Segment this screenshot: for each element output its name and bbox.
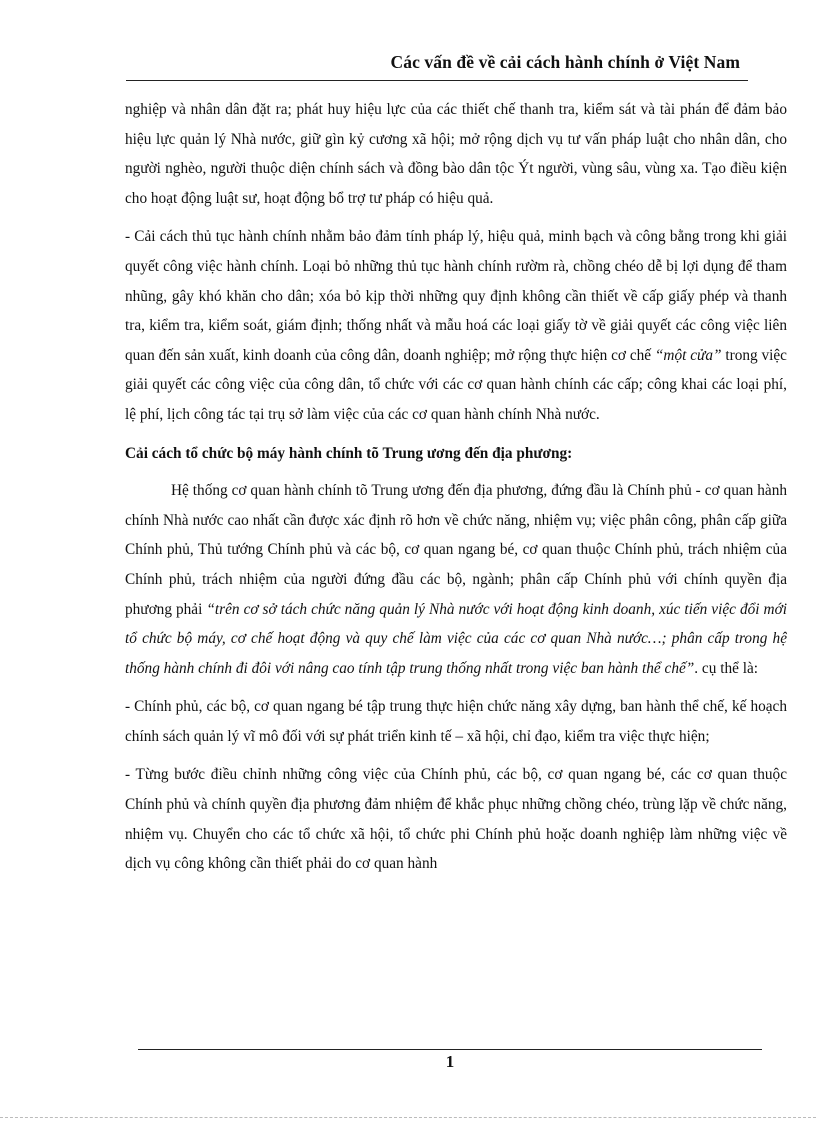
paragraph-text: - Cải cách thủ tục hành chính nhằm bảo đảm tính pháp lý, hiệu quả, minh bạch và công bằng trong khi giải quyết công việc hành chính. Loại bỏ những thủ tục hành chính rườm rà, chồng chéo dễ bị lợi dụng để tham nhũng, gây khó khăn cho dân; xóa bỏ kịp thời những quy định không cần thiết về cấp giấy phép và thanh tra, kiểm tra, kiểm soát, giám định; thống nhất và mẫu hoá các loại giấy tờ về giải quyết các công việc liên quan đến sản xuất, kinh doanh của công dân, doanh nghiệp; mở rộng thực hiện cơ chế — [125, 228, 787, 364]
footer-divider — [138, 1049, 762, 1050]
section-heading: Cải cách tổ chức bộ máy hành chính tõ Trung ương đến địa phương: — [125, 444, 573, 462]
page-number: 1 — [445, 1052, 455, 1071]
quoted-term: “một cửa” — [654, 346, 722, 364]
paragraph-text: Hệ thống cơ quan hành chính tõ Trung ương đến địa phương, đứng đầu là Chính phủ - cơ quan hành chính Nhà nước cao nhất cần được xác định rõ hơn về chức năng, nhiệm vụ; việc phân công, phân cấp giữa Chính phủ, Thủ tướng Chính phủ và các bộ, cơ quan ngang bé, cơ quan thuộc Chính phủ, trách nhiệm của Chính phủ, trách nhiệm của người đứng đầu các bộ, ngành; phân cấp Chính phủ với chính quyền địa phương phải — [125, 482, 787, 618]
paragraph-adjust-responsibilities: - Từng bước điều chỉnh những công việc của Chính phủ, các bộ, cơ quan ngang bé, các cơ quan thuộc Chính phủ và chính quyền địa phương đảm nhiệm để khắc phục những chồng chéo, trùng lặp về chức năng, nhiệm vụ. Chuyển cho các tổ chức xã hội, tổ chức phi Chính phủ hoặc doanh nghiệp làm những việc về dịch vụ công không cần thiết phải do cơ quan hành — [125, 766, 787, 873]
quoted-passage: “trên cơ sở tách chức năng quản lý Nhà nước với hoạt động kinh doanh, xúc tiến việc đổi mới tổ chức bộ máy, cơ chế hoạt động và quy chế làm việc của các cơ quan Nhà nước…; phân cấp trong hệ thống hành chính đi đôi với nâng cao tính tập trung thống nhất trong việc ban hành thể chế” — [125, 600, 787, 677]
page-header-title: Các vấn đề về cải cách hành chính ở Việt Nam — [390, 52, 740, 72]
paragraph-administrative-procedure-reform — [125, 222, 787, 429]
paragraph-continuation: nghiệp và nhân dân đặt ra; phát huy hiệu lực của các thiết chế thanh tra, kiểm sát và tài phán để đảm bảo hiệu lực quản lý Nhà nước, giữ gìn kỷ cương xã hội; mở rộng dịch vụ tư vấn pháp luật cho nhân dân, cho người nghèo, người thuộc diện chính sách và đồng bào dân tộc Ýt người, vùng sâu, vùng xa. Tạo điều kiện cho hoạt động luật sư, hoạt động bổ trợ tư pháp có hiệu quả. — [125, 101, 787, 207]
page-bottom-edge — [0, 1117, 816, 1118]
paragraph-government-functions: - Chính phủ, các bộ, cơ quan ngang bé tập trung thực hiện chức năng xây dựng, ban hành thể chế, kế hoạch chính sách quản lý vĩ mô đối với sự phát triển kinh tế – xã hội, chỉ đạo, kiểm tra việc thực hiện; — [125, 698, 787, 745]
paragraph-text: trong việc giải quyết các công việc của công dân, tổ chức với các cơ quan hành chính các cấp; công khai các loại phí, lệ phí, lịch công tác tại trụ sở làm việc của các cơ quan hành chính Nhà nước. — [125, 346, 787, 423]
paragraph-government-system — [125, 476, 787, 683]
header-divider — [126, 80, 748, 81]
paragraph-text: . cụ thể là: — [694, 659, 758, 677]
body-text — [125, 95, 787, 888]
